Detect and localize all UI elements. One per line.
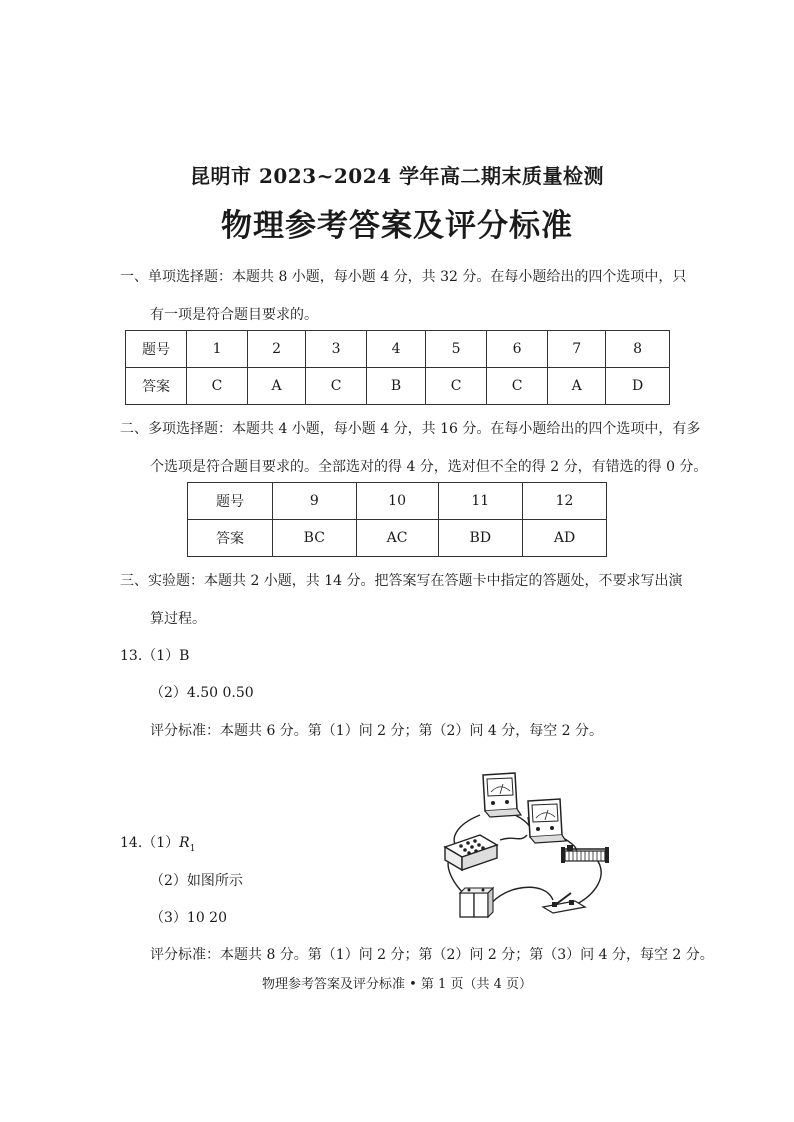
section1-heading-line1: 一、单项选择题：本题共 8 小题，每小题 4 分，共 32 分。在每小题给出的四个选项中，只 xyxy=(120,269,687,285)
answer-row xyxy=(188,520,607,557)
table-cell: 8 xyxy=(606,331,670,368)
table-cell: C xyxy=(187,368,248,405)
table-cell: 11 xyxy=(438,483,523,520)
q14-part1 xyxy=(120,832,195,854)
table-cell: C xyxy=(426,368,487,405)
answer-row xyxy=(126,368,670,405)
table-cell: 4 xyxy=(367,331,426,368)
q13-part1: 13.（1）B xyxy=(120,648,190,664)
table-cell: C xyxy=(487,368,548,405)
document-title: 昆明市 2023~2024 学年高二期末质量检测 xyxy=(189,164,604,188)
question-number-row xyxy=(126,331,670,368)
wire xyxy=(575,857,601,905)
wire xyxy=(500,835,527,840)
q13-part2: （2）4.50 0.50 xyxy=(150,685,254,701)
table-cell: AD xyxy=(523,520,607,557)
page-footer: 物理参考答案及评分标准 • 第 1 页（共 4 页） xyxy=(261,977,532,992)
document-subtitle: 物理参考答案及评分标准 xyxy=(221,208,573,244)
table-cell: BC xyxy=(273,520,357,557)
row-label: 答案 xyxy=(126,368,187,405)
q13-scoring: 评分标准：本题共 6 分。第（1）问 2 分；第（2）问 4 分，每空 2 分。 xyxy=(150,723,604,739)
table-cell: 2 xyxy=(248,331,306,368)
voltmeter-icon xyxy=(483,773,521,817)
table-cell: A xyxy=(248,368,306,405)
row-label: 题号 xyxy=(126,331,187,368)
rheostat-icon xyxy=(561,845,609,863)
resistance-box-icon xyxy=(445,835,497,870)
resistor-subscript: 1 xyxy=(189,843,196,854)
q14-part1-prefix: 14.（1） xyxy=(120,835,180,851)
table-cell: D xyxy=(606,368,670,405)
table-cell: 5 xyxy=(426,331,487,368)
row-label: 答案 xyxy=(188,520,273,557)
table-cell: 3 xyxy=(306,331,367,368)
table-cell: C xyxy=(306,368,367,405)
section3-heading-line1: 三、实验题：本题共 2 小题，共 14 分。把答案写在答题卡中指定的答题处，不要求写出演 xyxy=(120,573,683,589)
table-cell: AC xyxy=(356,520,438,557)
battery-icon xyxy=(460,888,493,917)
wire xyxy=(490,887,553,905)
table-cell: 9 xyxy=(273,483,357,520)
table-cell: 1 xyxy=(187,331,248,368)
multiple-choice-answer-table xyxy=(187,482,607,557)
table-cell: 7 xyxy=(548,331,606,368)
section1-heading-line2: 有一项是符合题目要求的。 xyxy=(150,307,318,323)
section2-heading-line1: 二、多项选择题：本题共 4 小题，每小题 4 分，共 16 分。在每小题给出的四个选项中，有多 xyxy=(120,421,701,437)
q14-scoring: 评分标准：本题共 8 分。第（1）问 2 分；第（2）问 2 分；第（3）问 4 分，每空 2 分。 xyxy=(150,947,714,963)
section3-heading-line2: 算过程。 xyxy=(150,611,206,627)
resistor-symbol: R xyxy=(179,835,190,851)
table-cell: A xyxy=(548,368,606,405)
q14-part3: （3）10 20 xyxy=(150,910,227,926)
table-cell: B xyxy=(367,368,426,405)
wire xyxy=(515,815,530,827)
circuit-diagram-illustration xyxy=(435,765,620,925)
table-cell: 12 xyxy=(523,483,607,520)
ammeter-icon xyxy=(528,799,566,843)
single-choice-answer-table xyxy=(125,330,670,405)
section2-heading-line2: 个选项是符合题目要求的。全部选对的得 4 分，选对但不全的得 2 分，有错选的得 0 分。 xyxy=(150,459,708,475)
switch-icon xyxy=(543,893,585,913)
table-cell: 6 xyxy=(487,331,548,368)
table-cell: BD xyxy=(438,520,523,557)
question-number-row xyxy=(188,483,607,520)
table-cell: 10 xyxy=(356,483,438,520)
q14-part2: （2）如图所示 xyxy=(150,873,243,889)
row-label: 题号 xyxy=(188,483,273,520)
